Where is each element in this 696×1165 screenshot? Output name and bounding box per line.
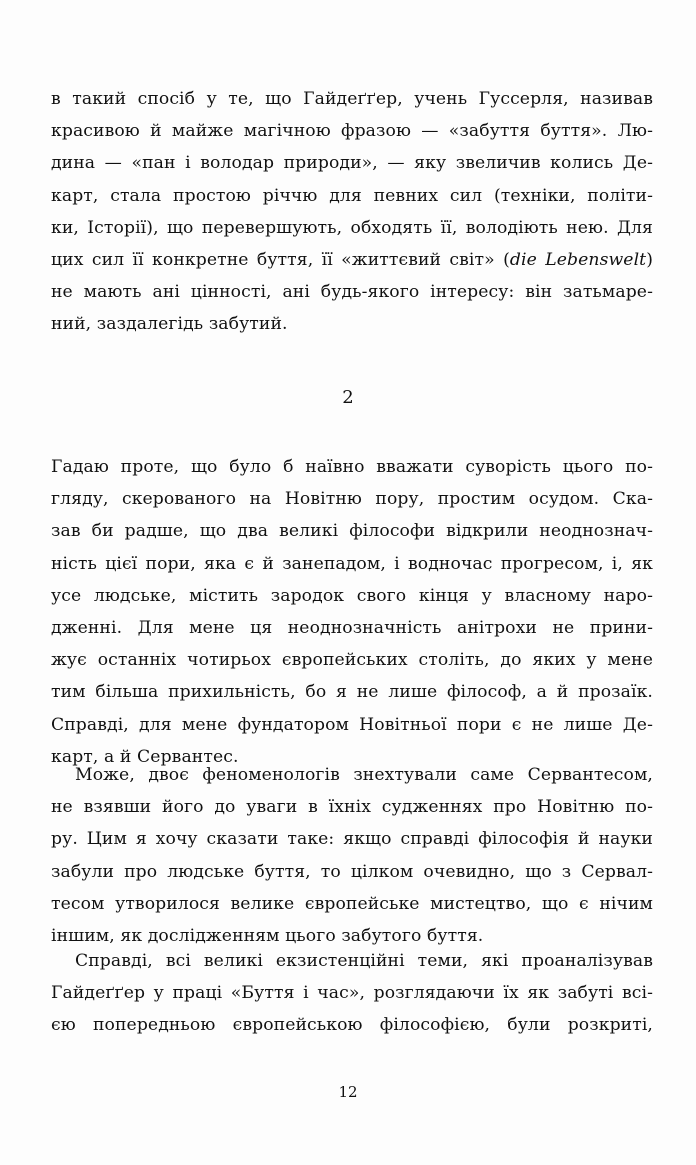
paragraph-line: в такий спосіб у те, що Гайдеґґер, учень Гуссерля, називав bbox=[51, 89, 653, 109]
paragraph-line: жує останніх чотирьох європейських століть, до яких у мене bbox=[51, 650, 653, 671]
paragraph-line: Гадаю проте, що було б наївно вважати суворість цього по- bbox=[51, 457, 653, 477]
paragraph-3 bbox=[51, 759, 653, 952]
paragraph-line: ний, заздалегідь забутий. bbox=[51, 314, 288, 335]
section-number: 2 bbox=[342, 387, 354, 408]
paragraph-line: карт, стала простою річчю для певних сил (техніки, політи- bbox=[51, 185, 653, 206]
paragraph-line: красивою й майже магічною фразою — «забуття буття». Лю- bbox=[51, 121, 653, 142]
paragraph-4 bbox=[51, 945, 653, 1042]
page-number: 12 bbox=[338, 1083, 358, 1101]
paragraph-1 bbox=[51, 83, 653, 341]
paragraph-line: тим більша прихильність, бо я не лише філософ, а й прозаїк. bbox=[51, 682, 653, 703]
paragraph-line: ки, Історії), що перевершують, обходять її, володіють нею. Для bbox=[51, 217, 653, 238]
paragraph-line: дина — «пан і володар природи», — яку звеличив колись Де- bbox=[51, 153, 653, 174]
italic-term: die Lebenswelt bbox=[509, 250, 647, 271]
line-text: цих сил її конкретне буття, її «життєвий світ» ( bbox=[51, 250, 510, 271]
paragraph-line: іншим, як дослідженням цього забутого буття. bbox=[51, 926, 484, 947]
paragraph-line: Може, двоє феноменологів знехтували саме Сервантесом, bbox=[75, 765, 653, 785]
paragraph-2 bbox=[51, 451, 653, 773]
paragraph-line: Справді, всі великі екзистенційні теми, які проаналізував bbox=[75, 951, 653, 971]
paragraph-line: гляду, скерованого на Новітню пору, простим осудом. Ска- bbox=[51, 489, 653, 510]
paragraph-line: ру. Цим я хочу сказати таке: якщо справді філософія й науки bbox=[51, 829, 653, 850]
paragraph-line: не взявши його до уваги в їхніх судженнях про Новітню по- bbox=[51, 797, 653, 818]
paragraph-line: карт, а й Сервантес. bbox=[51, 746, 239, 767]
paragraph-line: єю попередньою європейською філософією, були розкриті, bbox=[51, 1015, 653, 1036]
paragraph-line: не мають ані цінності, ані будь-якого інтересу: він затьмаре- bbox=[51, 282, 653, 303]
paragraph-line: забули про людське буття, то цілком очевидно, що з Сервал- bbox=[51, 861, 653, 882]
paragraph-line: зав би радше, що два великі філософи відкрили неоднознач- bbox=[51, 521, 653, 542]
line-text-end: ) bbox=[646, 250, 653, 271]
paragraph-line: дженні. Для мене ця неоднозначність анітрохи не прини- bbox=[51, 618, 653, 639]
paragraph-line: тесом утворилося велике європейське мистецтво, що є нічим bbox=[51, 893, 653, 914]
paragraph-line: усе людське, містить зародок свого кінця у власному наро- bbox=[51, 585, 653, 606]
paragraph-line-with-term bbox=[51, 244, 653, 276]
paragraph-line: ність цієї пори, яка є й занепадом, і водночас прогресом, і, як bbox=[51, 553, 653, 574]
paragraph-line: Гайдеґґер у праці «Буття і час», розглядаючи їх як забуті всі- bbox=[51, 983, 653, 1004]
paragraph-line: Справді, для мене фундатором Новітньої пори є не лише Де- bbox=[51, 714, 653, 735]
